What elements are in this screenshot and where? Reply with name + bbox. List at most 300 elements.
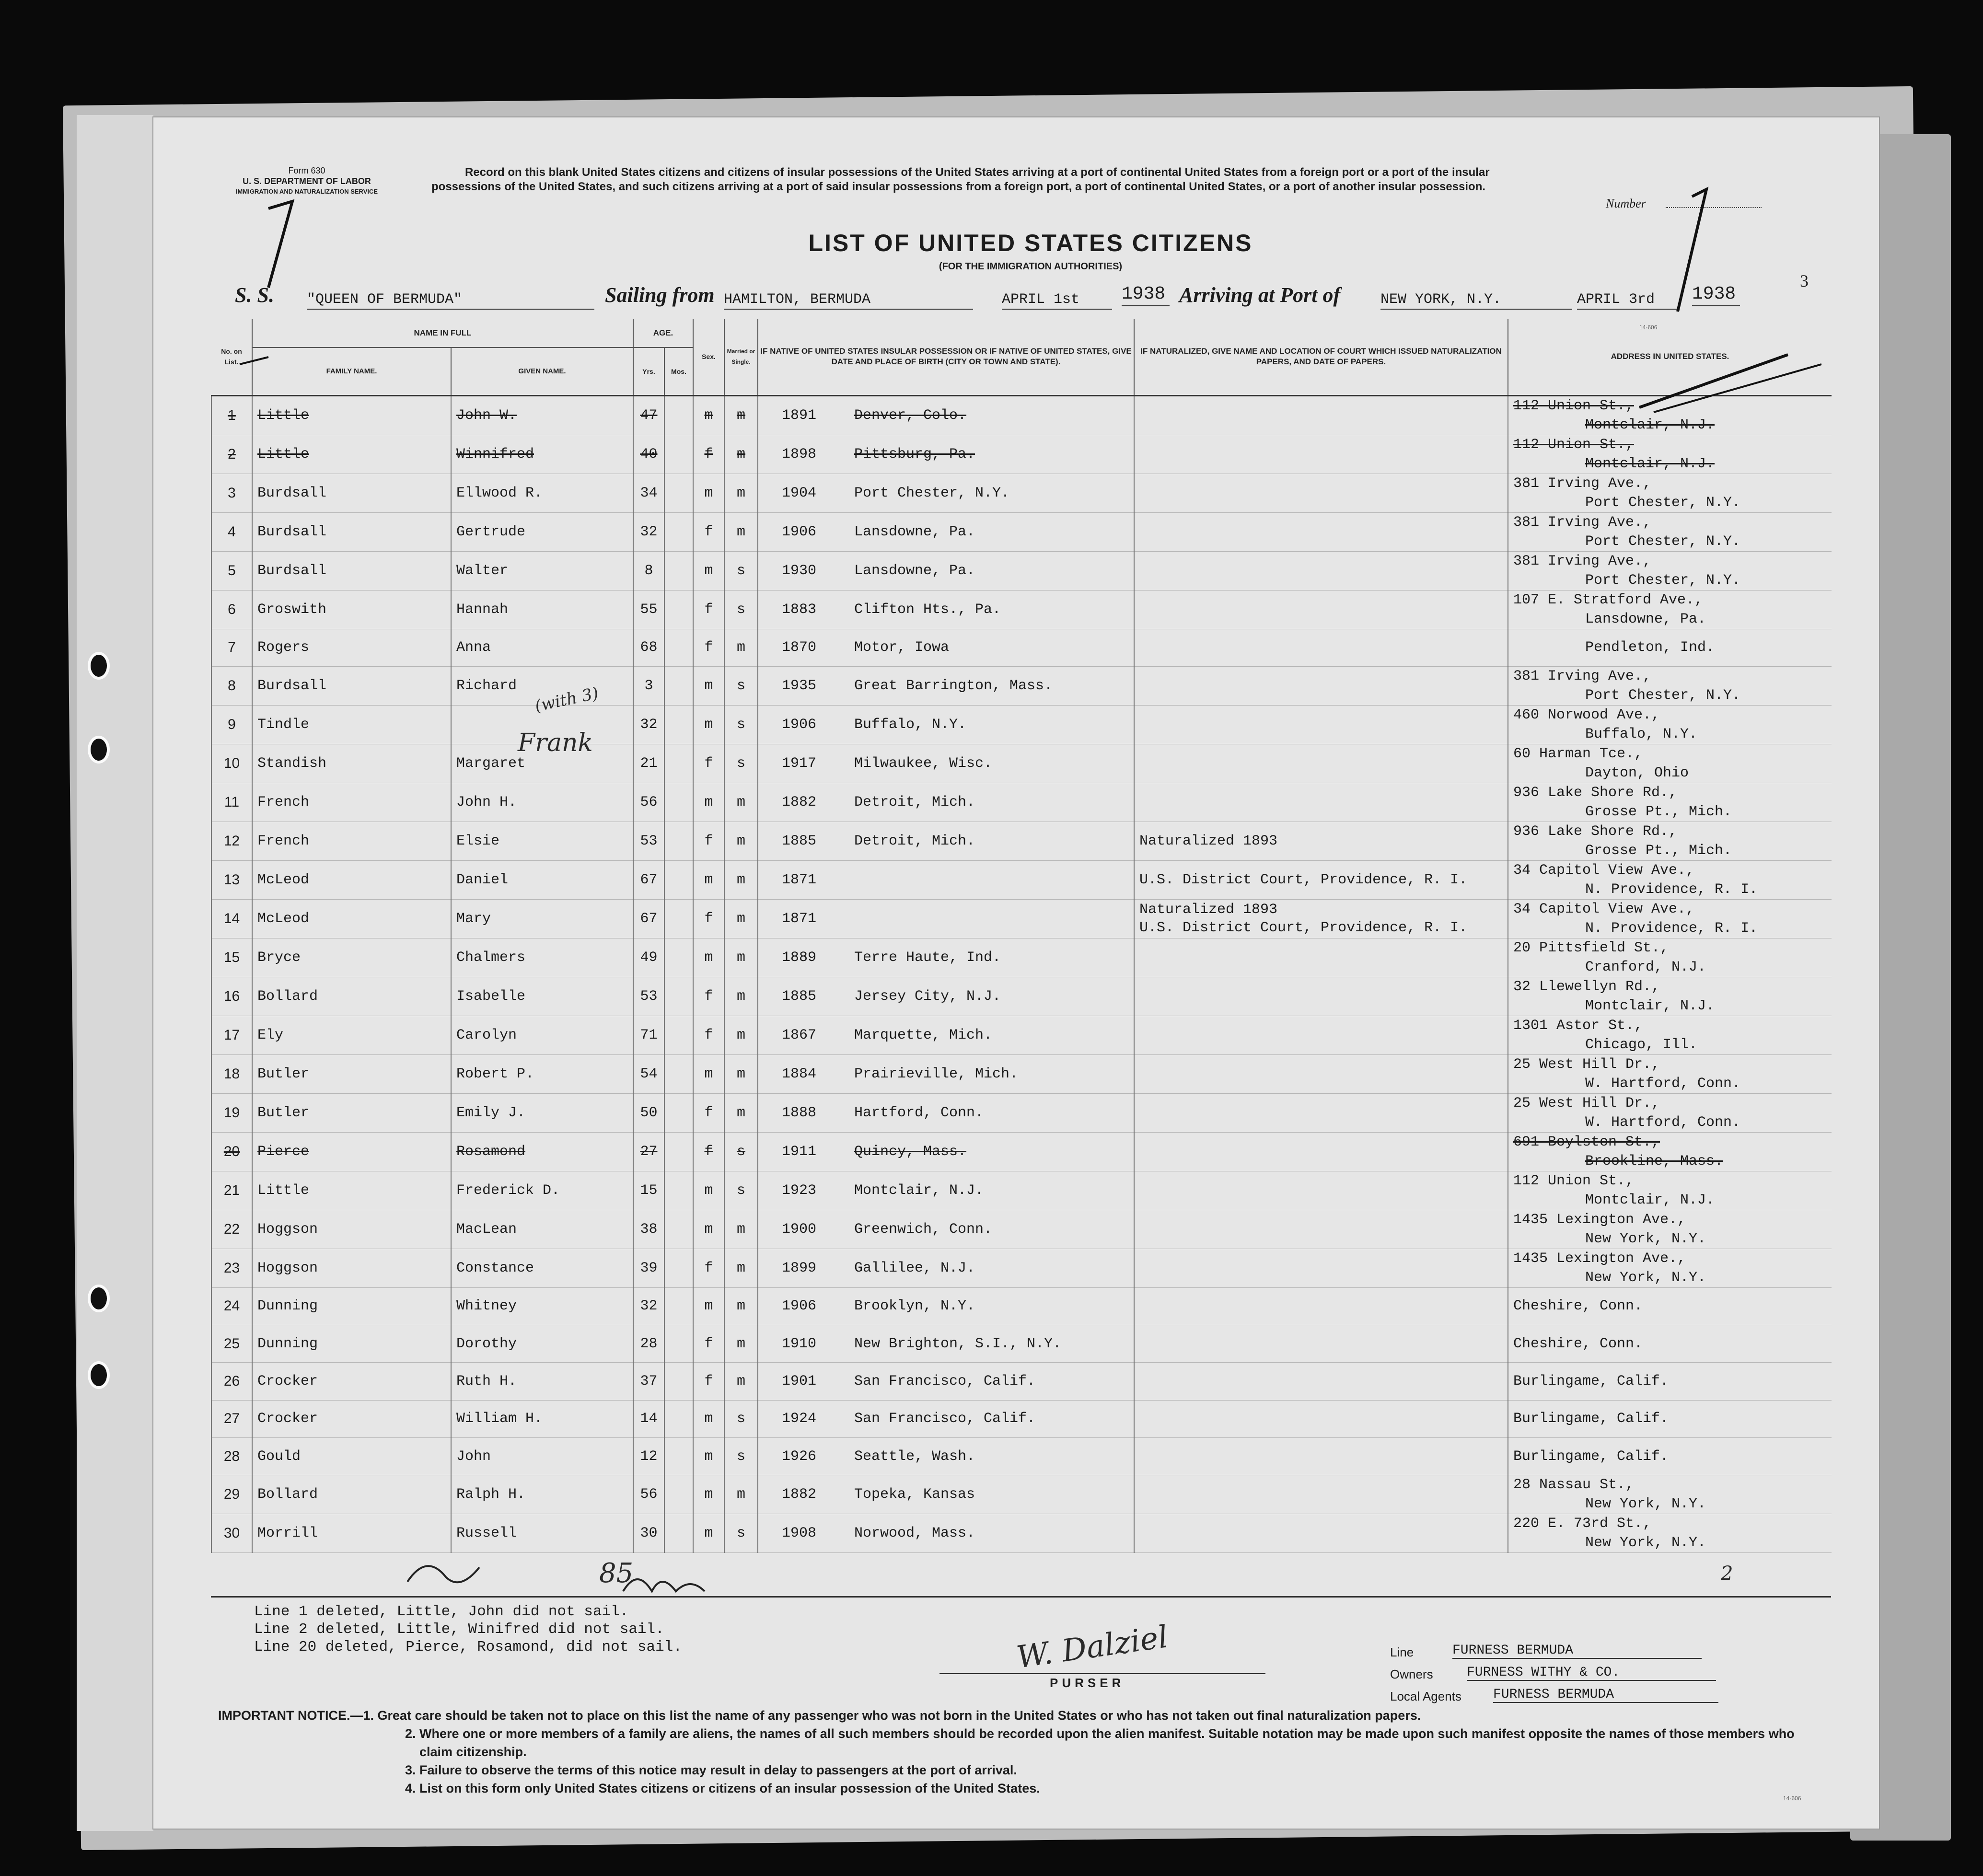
birth-year: 1906 — [781, 1298, 816, 1315]
family-name: Little — [252, 395, 451, 435]
col-name-in-full: NAME IN FULL — [252, 319, 633, 347]
birth-year: 1901 — [781, 1373, 816, 1390]
age-years: 39 — [633, 1249, 664, 1287]
birth-year: 1900 — [781, 1221, 816, 1238]
notice-item: 2. Where one or more members of a family are aliens, the names of all such members should be recorded upon the alien manifest. Suitable notation may be made upon such manifest opposite the names of those members who claim citizenship. — [405, 1726, 1795, 1759]
address-line: Dayton, Ohio — [1585, 764, 1689, 781]
arriving-label: Arriving at Port of — [1179, 283, 1341, 307]
age-years: 32 — [633, 1287, 664, 1325]
marital-status: s — [724, 1437, 758, 1475]
family-name: French — [252, 783, 451, 822]
birth-year: 1911 — [781, 1143, 816, 1160]
age-years: 50 — [633, 1093, 664, 1132]
address-line: N. Providence, R. I. — [1585, 920, 1758, 937]
sex: m — [693, 666, 724, 705]
given-name: Elsie — [451, 822, 633, 860]
family-name: French — [252, 822, 451, 860]
page-number: 3 — [1800, 271, 1809, 290]
marital-status: s — [724, 551, 758, 590]
birth-year: 1870 — [781, 639, 816, 656]
sex: f — [693, 822, 724, 860]
age-years: 34 — [633, 474, 664, 512]
row-number: 3 — [211, 474, 252, 512]
birth-year: 1935 — [781, 677, 816, 694]
given-name: Hannah — [451, 590, 633, 629]
age-years: 12 — [633, 1437, 664, 1475]
row-number: 13 — [211, 860, 252, 899]
family-name: Crocker — [252, 1400, 451, 1437]
given-name: John W. — [451, 395, 633, 435]
address-line: Port Chester, N.Y. — [1585, 494, 1741, 511]
sex: m — [693, 938, 724, 977]
sex: m — [693, 860, 724, 899]
address-line: 107 E. Stratford Ave., — [1513, 591, 1704, 608]
handwritten-page-mark: 2 — [1721, 1563, 1733, 1585]
age-years: 53 — [633, 822, 664, 860]
given-name: Ruth H. — [451, 1363, 633, 1400]
col-mos: Mos. — [664, 347, 693, 395]
marital-status: m — [724, 938, 758, 977]
given-name: Anna — [451, 629, 633, 666]
birth-year: 1899 — [781, 1260, 816, 1276]
family-name: Little — [252, 435, 451, 474]
marital-status: m — [724, 860, 758, 899]
given-name: Daniel — [451, 860, 633, 899]
sex: m — [693, 705, 724, 744]
col-address: ADDRESS IN UNITED STATES. — [1508, 319, 1832, 395]
scribble-mark — [623, 1579, 705, 1591]
handwritten-name: Frank — [518, 729, 593, 757]
marital-status: m — [724, 899, 758, 938]
marital-status: s — [724, 1132, 758, 1171]
row-number: 25 — [211, 1325, 252, 1363]
important-notice — [218, 1706, 1795, 1797]
sex: f — [693, 629, 724, 666]
age-years: 56 — [633, 783, 664, 822]
given-name: Mary — [451, 899, 633, 938]
sex: f — [693, 435, 724, 474]
age-years: 14 — [633, 1400, 664, 1437]
birth-year: 1882 — [781, 794, 816, 811]
age-years: 53 — [633, 977, 664, 1016]
address-line: Montclair, N.J. — [1585, 417, 1715, 433]
family-name: Crocker — [252, 1363, 451, 1400]
family-name: Bryce — [252, 938, 451, 977]
given-name: Richard — [451, 666, 633, 705]
row-number: 5 — [211, 551, 252, 590]
marital-status: m — [724, 1093, 758, 1132]
owners-label: Owners — [1390, 1667, 1433, 1681]
address-line: 691 Boylston St., — [1513, 1134, 1660, 1150]
col-no: No. on List. — [211, 319, 252, 395]
birth-place: Denver, Colo. — [854, 407, 967, 424]
marital-status: s — [724, 1514, 758, 1553]
address-line: 381 Irving Ave., — [1513, 514, 1652, 531]
marital-status: m — [724, 1363, 758, 1400]
row-number: 19 — [211, 1093, 252, 1132]
birth-year: 1891 — [781, 407, 816, 424]
marital-status: m — [724, 1054, 758, 1093]
address-line: 60 Harman Tce., — [1513, 745, 1643, 762]
address-line: 1435 Lexington Ave., — [1513, 1250, 1686, 1267]
birth-place: Buffalo, N.Y. — [854, 716, 967, 733]
family-name: Groswith — [252, 590, 451, 629]
age-years: 32 — [633, 705, 664, 744]
birth-place: Gallilee, N.J. — [854, 1260, 975, 1276]
given-name: Walter — [451, 551, 633, 590]
row-number: 23 — [211, 1249, 252, 1287]
row-number: 27 — [211, 1400, 252, 1437]
birth-place: Norwood, Mass. — [854, 1525, 975, 1542]
row-number: 7 — [211, 629, 252, 666]
form-number: Form 630 — [288, 166, 325, 175]
address-line: 936 Lake Shore Rd., — [1513, 823, 1678, 840]
age-years: 38 — [633, 1210, 664, 1249]
number-label: Number — [1606, 197, 1646, 210]
address-line: 1435 Lexington Ave., — [1513, 1211, 1686, 1228]
family-name: Burdsall — [252, 551, 451, 590]
birth-year: 1884 — [781, 1065, 816, 1082]
given-name: John H. — [451, 783, 633, 822]
address-line: N. Providence, R. I. — [1585, 881, 1758, 898]
given-name: Chalmers — [451, 938, 633, 977]
family-name: Dunning — [252, 1325, 451, 1363]
naturalization-line: U.S. District Court, Providence, R. I. — [1139, 919, 1468, 936]
age-years: 3 — [633, 666, 664, 705]
age-years: 8 — [633, 551, 664, 590]
naturalization-line: U.S. District Court, Providence, R. I. — [1139, 871, 1468, 888]
address-line: W. Hartford, Conn. — [1585, 1075, 1741, 1092]
marital-status: m — [724, 474, 758, 512]
age-years: 37 — [633, 1363, 664, 1400]
owners-value: FURNESS WITHY & CO. — [1467, 1665, 1716, 1681]
birth-place: Marquette, Mich. — [854, 1027, 993, 1043]
given-name: Frederick D. — [451, 1171, 633, 1210]
sex: m — [693, 1475, 724, 1514]
birth-year: 1871 — [781, 910, 816, 927]
sex: f — [693, 744, 724, 783]
birth-place: Clifton Hts., Pa. — [854, 601, 1001, 618]
address-line: New York, N.Y. — [1585, 1269, 1706, 1286]
address-line: Cheshire, Conn. — [1513, 1298, 1643, 1315]
marital-status: m — [724, 1016, 758, 1054]
notice-lead: IMPORTANT NOTICE.—1. Great care should be taken not to place on this list the name of any passenger who was not born in the United States or who has not taken out final naturalization papers. — [218, 1708, 1421, 1723]
given-name: MacLean — [451, 1210, 633, 1249]
handwritten-tally: 85 — [599, 1558, 634, 1589]
age-years: 27 — [633, 1132, 664, 1171]
given-name: Whitney — [451, 1287, 633, 1325]
sex: f — [693, 1093, 724, 1132]
row-number: 16 — [211, 977, 252, 1016]
address-line: 112 Union St., — [1513, 397, 1635, 414]
col-given: GIVEN NAME. — [451, 347, 633, 395]
col-married: Married or Single. — [724, 319, 758, 395]
birth-year: 1930 — [781, 562, 816, 579]
birth-year: 1904 — [781, 485, 816, 501]
address-line: 34 Capitol View Ave., — [1513, 862, 1695, 879]
family-name: Rogers — [252, 629, 451, 666]
row-number: 8 — [211, 666, 252, 705]
birth-year: 1926 — [781, 1448, 816, 1465]
depart-date: APRIL 1st — [1002, 291, 1112, 310]
sex: m — [693, 783, 724, 822]
row-number: 6 — [211, 590, 252, 629]
col-yrs: Yrs. — [633, 347, 664, 395]
family-name: Burdsall — [252, 474, 451, 512]
age-years: 55 — [633, 590, 664, 629]
sex: m — [693, 1054, 724, 1093]
sex: f — [693, 1016, 724, 1054]
sex: m — [693, 395, 724, 435]
address-line: Chicago, Ill. — [1585, 1036, 1698, 1053]
address-line: 28 Nassau St., — [1513, 1477, 1635, 1494]
sex: f — [693, 899, 724, 938]
depart-year: 1938 — [1122, 284, 1170, 306]
marital-status: m — [724, 977, 758, 1016]
birth-year: 1889 — [781, 949, 816, 966]
birth-place: Lansdowne, Pa. — [854, 562, 975, 579]
col-naturalized: IF NATURALIZED, GIVE NAME AND LOCATION OF COURT WHICH ISSUED NATURALIZATION PAPERS, AND DATE OF PAPERS. — [1134, 319, 1508, 395]
sex: f — [693, 590, 724, 629]
ss-label: S. S. — [235, 283, 274, 307]
row-number: 22 — [211, 1210, 252, 1249]
address-line: Port Chester, N.Y. — [1585, 572, 1741, 589]
birth-year: 1888 — [781, 1104, 816, 1121]
marital-status: m — [724, 629, 758, 666]
arrive-date: APRIL 3rd — [1577, 291, 1678, 310]
notice-item: 4. List on this form only United States citizens or citizens of an insular possession of the United States. — [405, 1781, 1040, 1795]
family-name: Hoggson — [252, 1249, 451, 1287]
family-name: Little — [252, 1171, 451, 1210]
address-line: W. Hartford, Conn. — [1585, 1114, 1741, 1131]
marital-status: m — [724, 1249, 758, 1287]
form-code: 14-606 — [1639, 324, 1658, 331]
birth-place: Terre Haute, Ind. — [854, 949, 1001, 966]
col-sex: Sex. — [693, 319, 724, 395]
marital-status: s — [724, 590, 758, 629]
ship-name: "QUEEN OF BERMUDA" — [307, 291, 594, 310]
sex: m — [693, 1400, 724, 1437]
address-line: 381 Irving Ave., — [1513, 668, 1652, 684]
given-name: William H. — [451, 1400, 633, 1437]
row-number: 15 — [211, 938, 252, 977]
sex: m — [693, 1210, 724, 1249]
arrive-year: 1938 — [1692, 284, 1740, 306]
sex: m — [693, 474, 724, 512]
sex: f — [693, 1363, 724, 1400]
row-number: 30 — [211, 1514, 252, 1553]
family-name: Bollard — [252, 1475, 451, 1514]
sex: f — [693, 1325, 724, 1363]
marital-status: m — [724, 783, 758, 822]
marital-status: m — [724, 395, 758, 435]
row-number: 4 — [211, 512, 252, 551]
sailing-from-label: Sailing from — [605, 283, 715, 307]
birth-year: 1885 — [781, 833, 816, 849]
purser-label: PURSER — [1050, 1676, 1125, 1690]
marital-status: m — [724, 1210, 758, 1249]
row-number: 12 — [211, 822, 252, 860]
row-number: 29 — [211, 1475, 252, 1514]
birth-year: 1867 — [781, 1027, 816, 1043]
row-number: 26 — [211, 1363, 252, 1400]
address-line: Burlingame, Calif. — [1513, 1411, 1669, 1427]
given-name: Emily J. — [451, 1093, 633, 1132]
birth-year: 1924 — [781, 1411, 816, 1427]
address-line: Cranford, N.J. — [1585, 959, 1706, 975]
family-name: McLeod — [252, 860, 451, 899]
family-name: Pierce — [252, 1132, 451, 1171]
page-title: LIST OF UNITED STATES CITIZENS — [808, 230, 1253, 256]
birth-place: Great Barrington, Mass. — [854, 677, 1053, 694]
family-name: Tindle — [252, 705, 451, 744]
given-name: Robert P. — [451, 1054, 633, 1093]
birth-year: 1882 — [781, 1486, 816, 1503]
address-line: 20 Pittsfield St., — [1513, 939, 1669, 956]
page-subtitle: (FOR THE IMMIGRATION AUTHORITIES) — [939, 261, 1123, 272]
marital-status: m — [724, 512, 758, 551]
birth-year: 1883 — [781, 601, 816, 618]
birth-place: Detroit, Mich. — [854, 794, 975, 811]
birth-year: 1910 — [781, 1335, 816, 1352]
address-line: Pendleton, Ind. — [1585, 639, 1715, 656]
row-number: 10 — [211, 744, 252, 783]
age-years: 21 — [633, 744, 664, 783]
birth-place: San Francisco, Calif. — [854, 1411, 1036, 1427]
sex: m — [693, 1437, 724, 1475]
birth-place: Detroit, Mich. — [854, 833, 975, 849]
marital-status: m — [724, 1325, 758, 1363]
birth-place: Hartford, Conn. — [854, 1104, 984, 1121]
form-code-bottom: 14-606 — [1783, 1795, 1801, 1802]
family-name: Butler — [252, 1054, 451, 1093]
birth-place: Port Chester, N.Y. — [854, 485, 1010, 501]
tally-stroke — [240, 357, 1821, 412]
birth-year: 1908 — [781, 1525, 816, 1542]
address-line: 936 Lake Shore Rd., — [1513, 784, 1678, 801]
birth-place: Milwaukee, Wisc. — [854, 755, 993, 772]
address-line: 1301 Astor St., — [1513, 1017, 1643, 1034]
birth-place: Jersey City, N.J. — [854, 988, 1001, 1005]
naturalization-line: Naturalized 1893 — [1139, 901, 1278, 918]
marital-status: m — [724, 435, 758, 474]
given-name: Winnifred — [451, 435, 633, 474]
sailing-from: HAMILTON, BERMUDA — [724, 291, 973, 310]
address-line: 112 Union St., — [1513, 1172, 1635, 1189]
address-line: 25 West Hill Dr., — [1513, 1056, 1660, 1073]
agents-value: FURNESS BERMUDA — [1493, 1687, 1718, 1703]
row-number: 18 — [211, 1054, 252, 1093]
row-number: 11 — [211, 783, 252, 822]
birth-year: 1871 — [781, 871, 816, 888]
service: IMMIGRATION AND NATURALIZATION SERVICE — [235, 188, 378, 195]
birth-place: Greenwich, Conn. — [854, 1221, 993, 1238]
given-name: Rosamond — [451, 1132, 633, 1171]
age-years: 71 — [633, 1016, 664, 1054]
family-name: Standish — [252, 744, 451, 783]
address-line: 381 Irving Ave., — [1513, 553, 1652, 569]
scribble-mark — [407, 1566, 479, 1582]
address-line: 112 Union St., — [1513, 436, 1635, 453]
address-line: Grosse Pt., Mich. — [1585, 842, 1732, 859]
birth-place: Montclair, N.J. — [854, 1182, 984, 1199]
given-name: Carolyn — [451, 1016, 633, 1054]
address-line: Burlingame, Calif. — [1513, 1373, 1669, 1390]
sex: m — [693, 1514, 724, 1553]
col-family: FAMILY NAME. — [252, 347, 451, 395]
tally-stroke — [268, 189, 1788, 407]
birth-year: 1906 — [781, 523, 816, 540]
purser-signature-line — [939, 1673, 1265, 1674]
marital-status: s — [724, 1171, 758, 1210]
row-number: 21 — [211, 1171, 252, 1210]
marital-status: m — [724, 822, 758, 860]
row-number: 17 — [211, 1016, 252, 1054]
age-years: 56 — [633, 1475, 664, 1514]
family-name: Hoggson — [252, 1210, 451, 1249]
birth-place: Topeka, Kansas — [854, 1486, 975, 1503]
deletion-note: Line 2 deleted, Little, Winifred did not sail. — [254, 1621, 664, 1638]
birth-year: 1923 — [781, 1182, 816, 1199]
marital-status: m — [724, 1287, 758, 1325]
given-name: Constance — [451, 1249, 633, 1287]
given-name: Ralph H. — [451, 1475, 633, 1514]
row-number: 28 — [211, 1437, 252, 1475]
age-years: 28 — [633, 1325, 664, 1363]
row-number: 9 — [211, 705, 252, 744]
birth-place: Quincy, Mass. — [854, 1143, 967, 1160]
row-number: 20 — [211, 1132, 252, 1171]
sex: f — [693, 1249, 724, 1287]
given-name: Russell — [451, 1514, 633, 1553]
family-name: Burdsall — [252, 512, 451, 551]
address-line: New York, N.Y. — [1585, 1230, 1706, 1247]
address-line: New York, N.Y. — [1585, 1496, 1706, 1513]
address-line: 460 Norwood Ave., — [1513, 706, 1660, 723]
col-age: AGE. — [633, 319, 693, 347]
given-name: Dorothy — [451, 1325, 633, 1363]
given-name: Isabelle — [451, 977, 633, 1016]
address-line: Burlingame, Calif. — [1513, 1448, 1669, 1465]
marital-status: s — [724, 666, 758, 705]
sex: m — [693, 551, 724, 590]
given-name: John — [451, 1437, 633, 1475]
sex: m — [693, 1171, 724, 1210]
sex: f — [693, 1132, 724, 1171]
deletion-note: Line 20 deleted, Pierce, Rosamond, did not sail. — [254, 1639, 682, 1656]
marital-status: s — [724, 744, 758, 783]
birth-year: 1906 — [781, 716, 816, 733]
purser-signature: W. Dalziel — [1014, 1619, 1171, 1676]
family-name: Burdsall — [252, 666, 451, 705]
birth-year: 1917 — [781, 755, 816, 772]
birth-year: 1898 — [781, 446, 816, 463]
department: U. S. DEPARTMENT OF LABOR — [243, 176, 371, 186]
given-name: Gertrude — [451, 512, 633, 551]
preamble: Record on this blank United States citizens and citizens of insular possessions of the United States arriving at a port of continental United States from a foreign port or a port of the insular possessions of the United States, and such citizens arriving at a port of said insular possessions from a foreign port, a port of continental United States, or a port of another insular possession. — [431, 166, 1490, 193]
sex: m — [693, 1287, 724, 1325]
address-line: Montclair, N.J. — [1585, 1192, 1715, 1208]
address-line: New York, N.Y. — [1585, 1535, 1706, 1552]
address-line: Buffalo, N.Y. — [1585, 726, 1698, 742]
birth-year: 1885 — [781, 988, 816, 1005]
marital-status: s — [724, 705, 758, 744]
address-line: Montclair, N.J. — [1585, 997, 1715, 1014]
marital-status: m — [724, 1475, 758, 1514]
birth-place: Prairieville, Mich. — [854, 1065, 1019, 1082]
row-number: 2 — [211, 435, 252, 474]
birth-place: Seattle, Wash. — [854, 1448, 975, 1465]
